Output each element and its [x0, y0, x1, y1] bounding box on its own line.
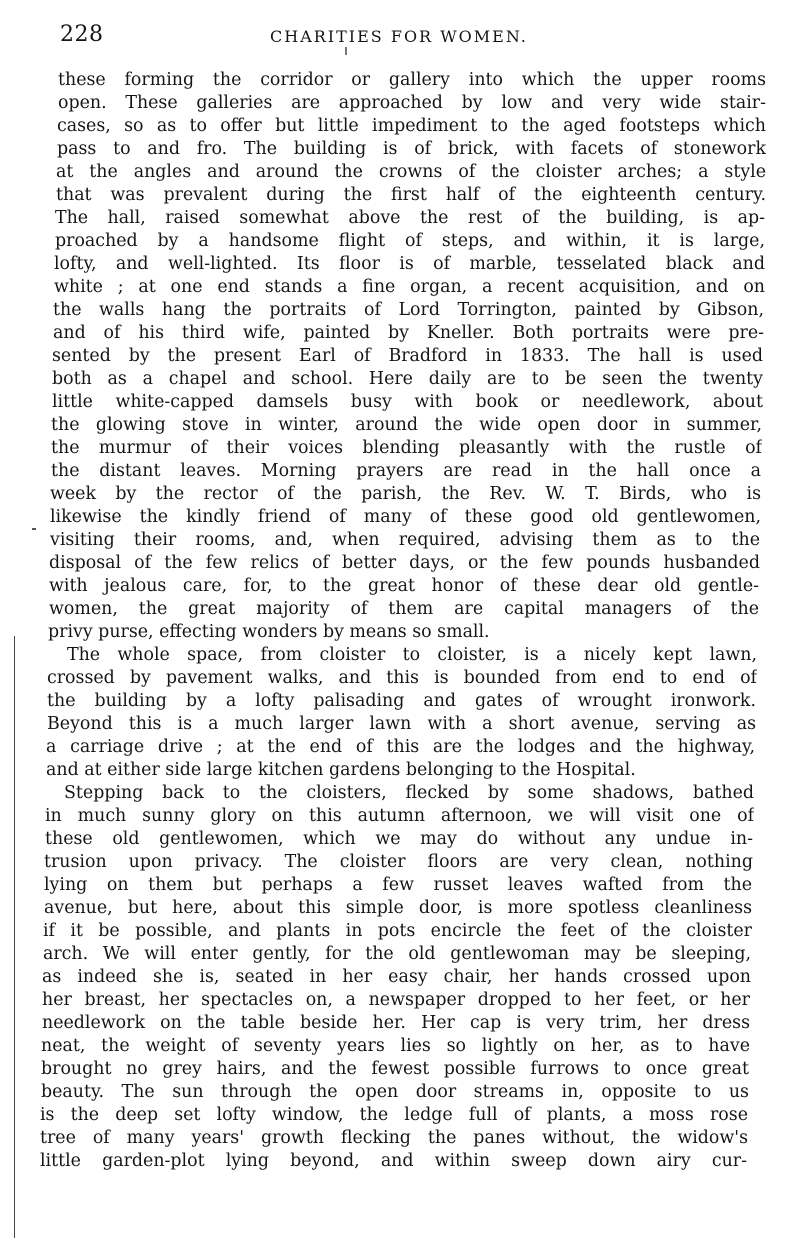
text-line: if it be possible, and plants in pots encircle the feet of the cloister	[43, 921, 752, 941]
text-line: likewise the kindly friend of many of these good old gentlewomen,	[50, 507, 761, 527]
text-line: the murmur of their voices blending pleasantly with the rustle of	[51, 438, 762, 458]
text-line: needlework on the table beside her. Her cap is very trim, her dress	[42, 1013, 750, 1033]
text-line: as indeed she is, seated in her easy chair, her hands crossed upon	[42, 967, 751, 987]
text-line: tree of many years' growth flecking the panes without, the widow's	[40, 1128, 748, 1148]
text-line: little white-capped damsels busy with book or needlework, about	[52, 392, 763, 412]
text-line: that was prevalent during the first half of the eighteenth century.	[56, 185, 766, 205]
text-line: with jealous care, for, to the great honor of these dear old gentle-	[49, 576, 759, 596]
text-line: these old gentlewomen, which we may do without any undue in-	[45, 829, 753, 849]
text-line: privy purse, effecting wonders by means so small.	[48, 622, 490, 642]
text-line: the building by a lofty palisading and gates of wrought ironwork.	[47, 691, 756, 711]
text-line: her breast, her spectacles on, a newspaper dropped to her feet, or her	[42, 990, 750, 1010]
text-line: lying on them but perhaps a few russet leaves wafted from the	[44, 875, 752, 895]
text-line: and at either side large kitchen gardens belonging to the Hospital.	[46, 760, 636, 780]
text-line: and of his third wife, painted by Kneller. Both portraits were pre-	[53, 323, 764, 343]
text-line: lofty, and well-lighted. Its floor is of marble, tesselated black and	[54, 254, 765, 274]
page-number: 228	[60, 22, 104, 47]
text-line: women, the great majority of them are capital managers of the	[49, 599, 759, 619]
text-line: a carriage drive ; at the end of this are the lodges and the highway,	[46, 737, 755, 757]
text-line: avenue, but here, about this simple door, is more spotless cleanliness	[44, 898, 752, 918]
text-line: proached by a handsome flight of steps, and within, it is large,	[55, 231, 765, 251]
text-line: crossed by pavement walks, and this is bounded from end to end of	[47, 668, 757, 688]
text-line: white ; at one end stands a fine organ, a recent acquisition, and on	[54, 277, 765, 297]
text-line: pass to and fro. The building is of brick, with facets of stonework	[57, 139, 766, 159]
running-title: CHARITIES FOR WOMEN.	[270, 27, 528, 46]
text-line: the glowing stove in winter, around the wide open door in summer,	[51, 415, 762, 435]
text-line: in much sunny glory on this autumn afternoon, we will visit one of	[45, 806, 754, 826]
text-line: trusion upon privacy. The cloister floors are very clean, nothing	[44, 852, 753, 872]
text-line: week by the rector of the parish, the Rev. W. T. Birds, who is	[50, 484, 761, 504]
text-line: open. These galleries are approached by low and very wide stair-	[58, 93, 766, 113]
text-line: beauty. The sun through the open door streams in, opposite to us	[41, 1082, 749, 1102]
text-line: the walls hang the portraits of Lord Torrington, painted by Gibson,	[53, 300, 764, 320]
text-line: these forming the corridor or gallery into which the upper rooms	[58, 70, 766, 90]
text-line: cases, so as to offer but little impediment to the aged footsteps which	[57, 116, 766, 136]
text-line: Stepping back to the cloisters, flecked by some shadows, bathed	[64, 783, 754, 803]
text-line: neat, the weight of seventy years lies so lightly on her, as to have	[41, 1036, 750, 1056]
text-line: at the angles and around the crowns of the cloister arches; a style	[56, 162, 766, 182]
text-line: arch. We will enter gently, for the old gentlewoman may be sleeping,	[43, 944, 751, 964]
text-line: visiting their rooms, and, when required, advising them as to the	[50, 530, 760, 550]
text-line: disposal of the few relics of better days, or the few pounds husbanded	[49, 553, 760, 573]
text-line: brought no grey hairs, and the fewest possible furrows to once great	[41, 1059, 749, 1079]
text-line: is the deep set lofty window, the ledge full of plants, a moss rose	[40, 1105, 748, 1125]
text-line: The whole space, from cloister to cloister, is a nicely kept lawn,	[67, 645, 757, 665]
text-line: both as a chapel and school. Here daily are to be seen the twenty	[52, 369, 763, 389]
text-line: The hall, raised somewhat above the rest of the building, is ap-	[55, 208, 765, 228]
text-line: little garden-plot lying beyond, and within sweep down airy cur-	[40, 1151, 747, 1171]
text-line: Beyond this is a much larger lawn with a short avenue, serving as	[47, 714, 756, 734]
text-line: the distant leaves. Morning prayers are read in the hall once a	[51, 461, 761, 481]
text-line: sented by the present Earl of Bradford in 1833. The hall is used	[52, 346, 763, 366]
